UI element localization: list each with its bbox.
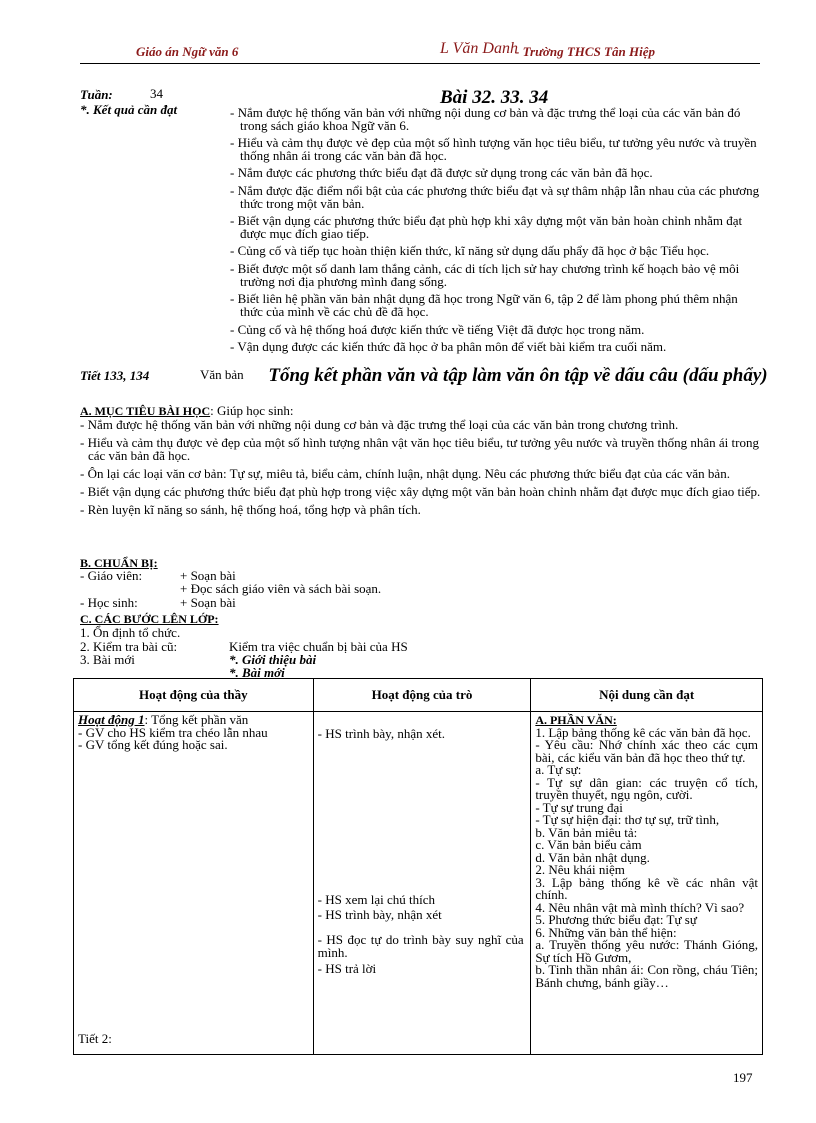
teacher-cell (74, 712, 314, 1055)
objective-item: - Biết vận dụng các phương thức biểu đạt phù hợp trong việc xây dựng một văn bản hoàn chỉnh nhằm đạt được mục đích giao tiếp. (80, 483, 761, 499)
ket-qua-label: *. Kết quả cần đạt (80, 102, 178, 117)
content-line: a. Tự sự: (535, 762, 582, 777)
activity-table (73, 678, 763, 1055)
content-line: - Tự sự hiện đại: thơ tự sự, trữ tình, (535, 812, 720, 827)
lesson-title: Tổng kết phần văn và tập làm văn ôn tập về dấu câu (dấu phẩy) (268, 365, 768, 386)
goal-item: - Biết vận dụng các phương thức biểu đạt phù hợp khi xây dựng một văn bản hoàn chỉnh nhằm đạt được mục đích giao tiếp. (230, 213, 743, 241)
objectives-list (80, 419, 761, 522)
table-row (74, 712, 763, 1055)
header-rule (80, 63, 760, 64)
header-school: - Trường THCS Tân Hiệp (515, 44, 655, 59)
goal-item: - Nắm được đặc điểm nổi bật của các phương thức biểu đạt và sự thâm nhập lẫn nhau của các phương thức trong một văn bản. (230, 183, 760, 211)
tuan-label: Tuần: (80, 87, 113, 102)
step-label: 3. Bài mới (80, 652, 135, 667)
content-line: b. Tinh thần nhân ái: Con rồng, cháu Tiên; Bánh chưng, bánh giầy… (535, 962, 758, 990)
content-line: a. Truyền thống yêu nước: Thánh Gióng, Sự tích Hồ Gươm, (535, 937, 758, 965)
content-line: 6. Những văn bản thể hiện: (535, 924, 677, 940)
step-label: 2. Kiểm tra bài cũ: (80, 639, 178, 654)
goal-item: - Biết liên hệ phần văn bản nhật dụng đã học trong Ngữ văn 6, tập 2 để làm phong phú thêm nhận thức của mình về các chủ đề đã học. (230, 291, 738, 319)
content-line: d. Văn bản nhật dụng. (535, 849, 650, 865)
goal-item: - Vận dụng được các kiến thức đã học ở ba phân môn để viết bài kiểm tra cuối năm. (230, 339, 667, 355)
header-student: Hoạt động của trò (313, 679, 531, 712)
hs-label: - Học sinh: (80, 595, 138, 610)
teacher-line: - GV tổng kết đúng hoặc sai. (78, 737, 228, 752)
objective-item: - Ôn lại các loại văn cơ bản: Tự sự, miêu tả, biểu cảm, chính luận, nhật dụng. Nêu các phương thức biểu đạt của các văn bản. (80, 465, 730, 481)
student-line: - HS trình bày, nhận xét. (317, 726, 445, 741)
student-line: - HS trả lời (317, 961, 377, 976)
goal-item: - Củng cố và tiếp tục hoàn thiện kiến thức, kĩ năng sử dụng dấu phẩy đã học ở bậc Tiểu học. (230, 243, 710, 259)
gv-label: - Giáo viên: (80, 568, 143, 583)
gioi-thieu-bai: *. Giới thiệu bài (229, 652, 317, 667)
goals-list (230, 107, 763, 359)
bai-title: Bài 32. 33. 34 (440, 87, 549, 108)
objective-item: - Hiểu và cảm thụ được vẻ đẹp của một số hình tượng nhân vật văn học tiêu biểu, tư tưởng yêu nước và truyền thống nhân ái trong các văn bản đã học. (80, 435, 759, 463)
objective-item: - Nắm được hệ thống văn bản với những nội dung cơ bản và đặc trưng thể loại của các văn bản trong chương trình. (80, 417, 679, 432)
content-line: 3. Lập bảng thống kê về các nhân vật chính. (535, 874, 758, 902)
header-content: Nội dung cần đạt (531, 679, 763, 712)
page-number: 197 (733, 1070, 753, 1085)
goal-item: - Củng cố và hệ thống hoá được kiến thức về tiếng Việt đã được học trong năm. (230, 321, 645, 337)
content-line: - Tự sự dân gian: các truyện cổ tích, truyền thuyết, ngụ ngôn, cười. (535, 774, 758, 802)
tiet-label: Tiết 133, 134 (80, 368, 150, 383)
student-cell (313, 712, 531, 1055)
content-line: c. Văn bản biểu cảm (535, 837, 642, 852)
gv-item: + Soạn bài (180, 568, 236, 583)
content-line: 4. Nêu nhân vật mà mình thích? Vì sao? (535, 899, 745, 915)
student-line: - HS xem lại chú thích (317, 892, 435, 907)
content-line: b. Văn bản miêu tả: (535, 824, 638, 840)
gv-item: + Đọc sách giáo viên và sách bài soạn. (180, 581, 382, 596)
header-teacher: Hoạt động của thầy (74, 679, 314, 712)
hd-title: : Tổng kết phần văn (144, 712, 249, 727)
step-label: 1. Ổn định tổ chức. (80, 625, 181, 640)
student-line: - HS trình bày, nhận xét (317, 907, 442, 922)
content-line: - Tự sự trung đại (535, 799, 623, 815)
content-line: 1. Lập bảng thống kê các văn bản đã học. (535, 724, 751, 740)
goal-item: - Nắm được hệ thống văn bản với những nội dung cơ bản và đặc trưng thể loại của các văn bản đó trong sách giáo khoa Ngữ văn 6. (230, 105, 741, 133)
section-a-heading: A. MỤC TIÊU BÀI HỌC (80, 404, 211, 418)
goal-item: - Biết được một số danh lam thắng cảnh, các di tích lịch sử hay chương trình kế hoạch bảo vệ môi trường nơi địa phương mình đang sống. (230, 261, 740, 289)
content-line: 2. Nêu khái niệm (535, 862, 625, 877)
step-value: Kiểm tra việc chuẩn bị bài của HS (229, 639, 408, 654)
objective-item: - Rèn luyện kĩ năng so sánh, hệ thống hoá, tổng hợp và phân tích. (80, 501, 421, 517)
section-a-intro: : Giúp học sinh: (210, 403, 294, 418)
content-line: 5. Phương thức biểu đạt: Tự sự (535, 912, 697, 927)
bai-moi: *. Bài mới (229, 665, 285, 680)
tiet-type: Văn bản (200, 367, 244, 382)
section-b-heading: B. CHUẨN BỊ: (80, 556, 158, 570)
content-cell (531, 712, 763, 1055)
content-line: - Yêu cầu: Nhớ chính xác theo các cụm bài, các kiểu văn bản đã học theo thứ tự. (535, 737, 758, 765)
header-left-text: Giáo án Ngữ văn 6 (136, 44, 239, 59)
table-header-row (74, 679, 763, 712)
section-a (80, 404, 294, 418)
tuan-value: 34 (150, 86, 163, 101)
goal-item: - Nắm được các phương thức biểu đạt đã được sử dụng trong các văn bản đã học. (230, 165, 653, 181)
section-c-heading: C. CÁC BƯỚC LÊN LỚP: (80, 612, 219, 626)
header-author: L Văn Danh (440, 40, 518, 57)
hd-label: Hoạt động 1 (78, 712, 145, 727)
goal-item: - Hiểu và cảm thụ được vẻ đẹp của một số hình tượng văn học tiêu biểu, tư tưởng yêu nước và truyền thống nhân ái trong các văn bản đã học. (230, 135, 757, 163)
tiet2-label: Tiết 2: (78, 1031, 112, 1046)
student-line: - HS đọc tự do trình bày suy nghĩ của mình. (317, 932, 524, 960)
teacher-line: - GV cho HS kiểm tra chéo lẫn nhau (78, 724, 268, 740)
hs-item: + Soạn bài (180, 595, 236, 610)
phan-van-heading: A. PHẦN VĂN: (535, 713, 617, 727)
